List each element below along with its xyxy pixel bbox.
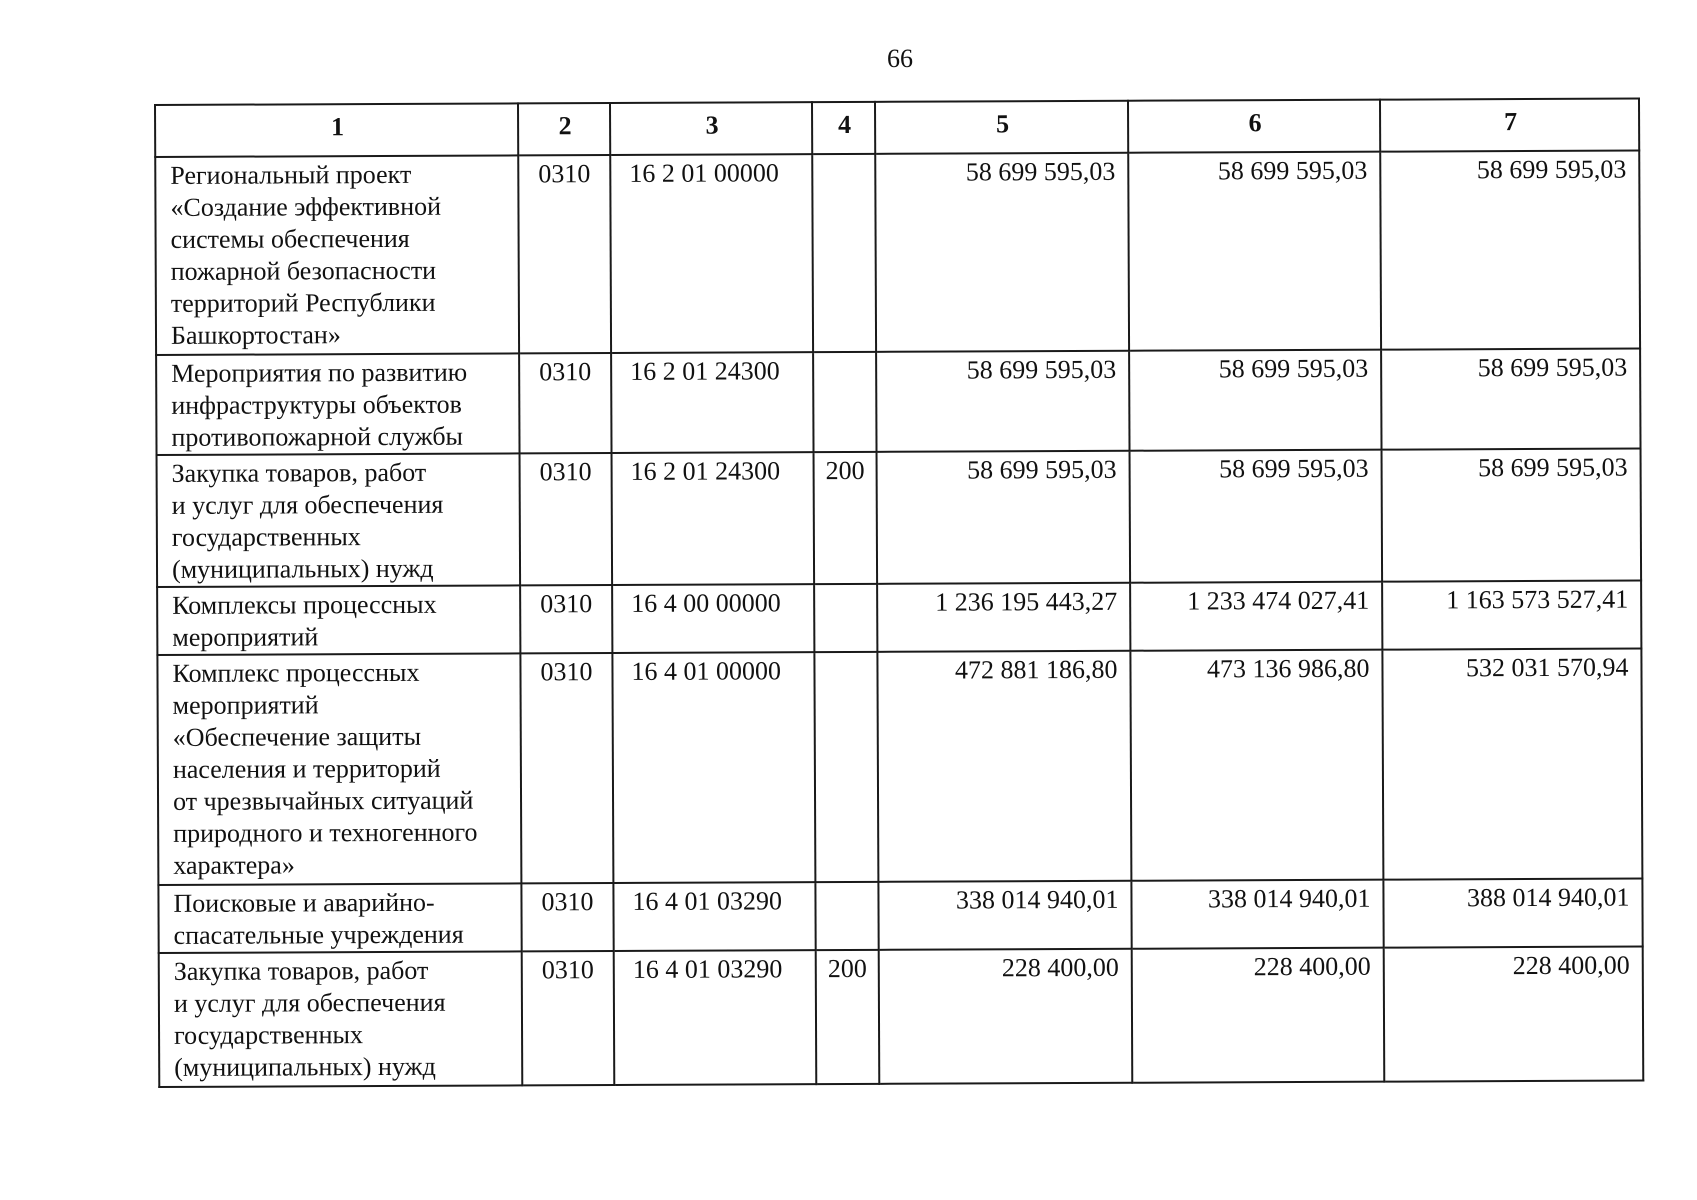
section-code: 0310 xyxy=(519,353,611,453)
item-name: Поисковые и аварийно- спасательные учреждения xyxy=(158,883,521,953)
item-name: Мероприятия по развитию инфраструктуры объектов противопожарной службы xyxy=(156,353,519,455)
column-header-5: 5 xyxy=(875,101,1128,154)
sum-year-2: 473 136 986,80 xyxy=(1130,650,1383,881)
column-header-4: 4 xyxy=(812,102,875,154)
expense-type xyxy=(815,882,878,950)
sum-year-1: 228 400,00 xyxy=(879,949,1133,1084)
item-name: Комплексы процессных мероприятий xyxy=(157,585,520,655)
section-code: 0310 xyxy=(518,155,611,353)
sum-year-3: 58 699 595,03 xyxy=(1382,449,1642,582)
page-number: 66 xyxy=(887,44,913,73)
item-name: Закупка товаров, работ и услуг для обеспечения государственных (муниципальных) нужд xyxy=(159,951,523,1087)
section-code: 0310 xyxy=(522,951,615,1085)
item-name: Региональный проект «Создание эффективной системы обеспечения пожарной безопасности территорий Республики Башкортостан» xyxy=(155,155,519,355)
table-row xyxy=(157,581,1641,655)
sum-year-2: 58 699 595,03 xyxy=(1129,350,1381,451)
sum-year-3: 388 014 940,01 xyxy=(1383,879,1642,948)
sum-year-2: 228 400,00 xyxy=(1132,948,1385,1083)
column-header-6: 6 xyxy=(1128,100,1380,153)
target-code: 16 4 01 03290 xyxy=(614,950,817,1085)
target-code: 16 2 01 00000 xyxy=(610,154,813,353)
item-name: Закупка товаров, работ и услуг для обеспечения государственных (муниципальных) нужд xyxy=(157,453,521,587)
sum-year-1: 58 699 595,03 xyxy=(877,451,1131,584)
sum-year-3: 532 031 570,94 xyxy=(1382,649,1642,880)
sum-year-1: 1 236 195 443,27 xyxy=(877,583,1130,652)
table-row xyxy=(158,879,1642,953)
table-row xyxy=(156,349,1640,455)
sum-year-1: 58 699 595,03 xyxy=(875,153,1129,352)
column-header-3: 3 xyxy=(610,102,812,155)
target-code: 16 4 01 00000 xyxy=(612,652,815,883)
column-header-2: 2 xyxy=(518,103,610,155)
section-code: 0310 xyxy=(520,585,612,653)
expense-type xyxy=(814,584,877,652)
table-row xyxy=(155,151,1640,355)
column-header-1: 1 xyxy=(155,103,518,157)
sum-year-2: 58 699 595,03 xyxy=(1128,152,1381,351)
sum-year-2: 58 699 595,03 xyxy=(1130,450,1383,583)
expense-type xyxy=(812,154,876,352)
column-header-7: 7 xyxy=(1380,99,1639,152)
target-code: 16 4 00 00000 xyxy=(612,584,814,653)
expense-type: 200 xyxy=(814,452,878,584)
target-code: 16 2 01 24300 xyxy=(611,352,813,453)
section-code: 0310 xyxy=(520,453,613,585)
expense-type xyxy=(813,352,876,452)
sum-year-1: 472 881 186,80 xyxy=(877,651,1131,882)
sum-year-3: 1 163 573 527,41 xyxy=(1382,581,1641,650)
sum-year-3: 228 400,00 xyxy=(1384,947,1644,1082)
sum-year-2: 1 233 474 027,41 xyxy=(1130,582,1382,651)
item-name: Комплекс процессных мероприятий «Обеспечение защиты населения и территорий от чрезвычайных ситуаций природного и техногенного характера» xyxy=(157,653,521,885)
header-row xyxy=(155,99,1639,157)
target-code: 16 4 01 03290 xyxy=(613,882,815,951)
sum-year-1: 58 699 595,03 xyxy=(876,351,1129,452)
table-row xyxy=(157,449,1642,587)
section-code: 0310 xyxy=(521,883,613,951)
sum-year-3: 58 699 595,03 xyxy=(1380,151,1640,350)
table-row xyxy=(159,947,1644,1087)
section-code: 0310 xyxy=(520,653,613,883)
sum-year-1: 338 014 940,01 xyxy=(878,881,1131,950)
target-code: 16 2 01 24300 xyxy=(612,452,815,585)
sum-year-2: 338 014 940,01 xyxy=(1131,880,1383,949)
budget-table xyxy=(154,98,1644,1088)
expense-type xyxy=(814,652,878,882)
expense-type: 200 xyxy=(816,950,880,1084)
table-row xyxy=(157,649,1642,885)
sum-year-3: 58 699 595,03 xyxy=(1381,349,1640,450)
